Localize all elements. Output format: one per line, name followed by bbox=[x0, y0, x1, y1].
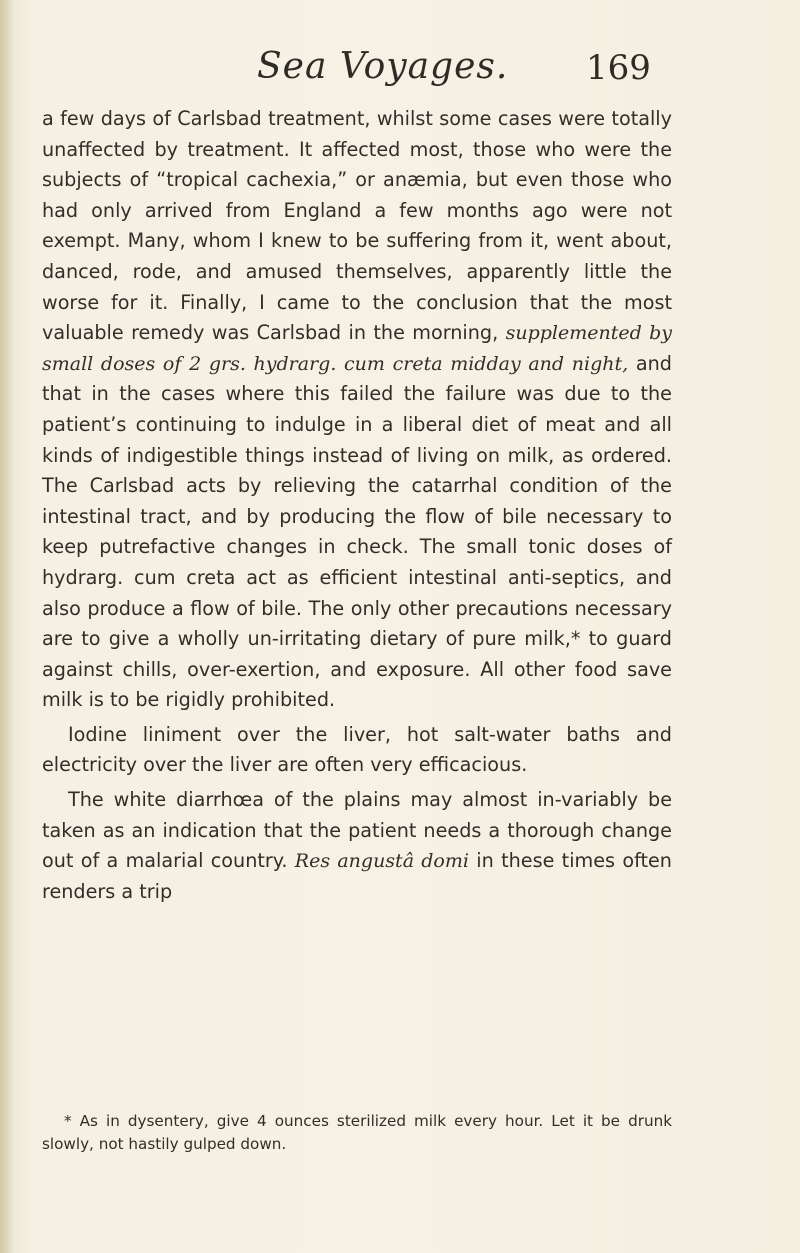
page-header bbox=[0, 46, 800, 106]
running-title: Sea Voyages. bbox=[257, 46, 509, 87]
footnote bbox=[42, 1110, 672, 1156]
paragraph-1-italic-phrase: supplemented by small doses of 2 grs. hydrarg. cum creta midday and night, bbox=[42, 322, 672, 375]
paragraph-3-text-b: in these times often renders a trip bbox=[42, 849, 672, 903]
paragraph-3-italic-phrase: Res angustâ domi bbox=[294, 850, 469, 873]
page-gutter-shadow bbox=[0, 0, 14, 1253]
body-text bbox=[42, 104, 672, 907]
paragraph-1-text-b: and that in the cases where this failed the failure was due to the patient’s continuing to indulge in a liberal diet of meat and all kinds of indigestible things instead of living on milk, as ordered. The Carlsbad acts by relieving the catarrhal condition of the intestinal tract, and by producing the flow of bile necessary to keep putrefactive changes in check. The small tonic doses of hydrarg. cum creta act as efficient intestinal anti-septics, and also produce a flow of bile. The only other precautions necessary are to give a wholly un-irritating dietary of pure milk,* to guard against chills, over-exertion, and exposure. All other food save milk is to be rigidly prohibited. bbox=[42, 351, 672, 712]
paragraph-1-text-a: a few days of Carlsbad treatment, whilst some cases were totally unaffected by treatment. It affected most, those who were the subjects of “tropical cachexia,” or anæmia, but even those who had only arrived from England a few months ago were not exempt. Many, whom I knew to be suffering from it, went about, danced, rode, and amused themselves, apparently little the worse for it. Finally, I came to the conclusion that the most valuable remedy was Carlsbad in the morning, bbox=[42, 107, 672, 345]
paragraph-1 bbox=[42, 104, 672, 716]
paragraph-2: Iodine liniment over the liver, hot salt-water baths and electricity over the liver are often very efficacious. bbox=[42, 722, 672, 777]
paragraph-3-text-a: The white diarrhœa of the plains may almost in-variably be taken as an indication that the patient needs a thorough change out of a malarial country. bbox=[42, 788, 672, 873]
page-number: 169 bbox=[586, 48, 651, 88]
footnote-text: * As in dysentery, give 4 ounces sterilized milk every hour. Let it be drunk slowly, not hastily gulped down. bbox=[42, 1112, 672, 1153]
paragraph-3 bbox=[42, 785, 672, 907]
